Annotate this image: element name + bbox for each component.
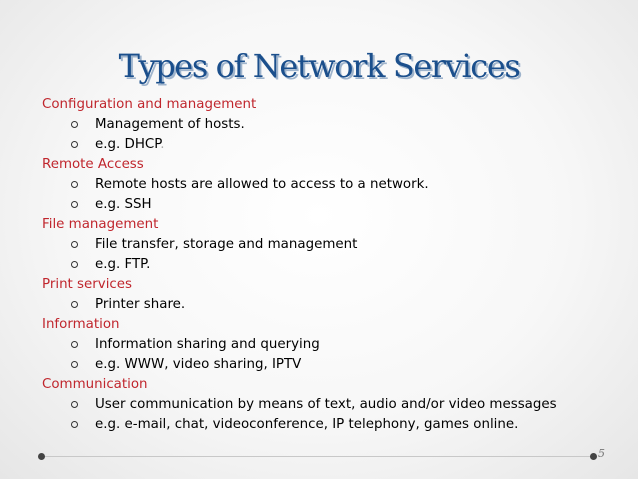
circle-bullet-icon (71, 361, 78, 368)
circle-bullet-icon (71, 401, 78, 408)
list-item-text: e.g. SSH (95, 197, 152, 212)
slide-title: Types of Network Services (118, 47, 520, 85)
section-file-management (42, 215, 612, 275)
list-item (42, 355, 612, 375)
section-heading: Remote Access (42, 157, 144, 172)
section-remote-access (42, 155, 612, 215)
section-communication (42, 375, 612, 435)
list-item-text: e.g. DHCP (95, 137, 161, 152)
list-item (42, 335, 612, 355)
list-item-text: e.g. e-mail, chat, videoconference, IP telephony, games online. (95, 417, 519, 432)
list-item-text: e.g. WWW, video sharing, IPTV (95, 357, 302, 372)
list-item (42, 135, 612, 155)
circle-bullet-icon (71, 341, 78, 348)
list-item-text: Information sharing and querying (95, 337, 320, 352)
section-heading: Configuration and management (42, 97, 257, 112)
circle-bullet-icon (71, 421, 78, 428)
footer-divider (42, 456, 597, 457)
circle-bullet-icon (71, 141, 78, 148)
section-print-services (42, 275, 612, 315)
list-item (42, 115, 612, 135)
section-heading: Communication (42, 377, 148, 392)
list-item (42, 175, 612, 195)
footer-right-dot-icon (590, 453, 597, 460)
list-item-text: File transfer, storage and management (95, 237, 358, 252)
circle-bullet-icon (71, 301, 78, 308)
section-configuration (42, 95, 612, 155)
list-item-trailing: . (160, 137, 165, 152)
list-item (42, 395, 612, 415)
list-item (42, 415, 612, 435)
list-item (42, 195, 612, 215)
list-item-text: Remote hosts are allowed to access to a network. (95, 177, 429, 192)
content-area (42, 95, 612, 435)
page-number: 5 (598, 447, 605, 460)
circle-bullet-icon (71, 201, 78, 208)
circle-bullet-icon (71, 121, 78, 128)
list-item-text: Management of hosts. (95, 117, 245, 132)
list-item-text: Printer share. (95, 297, 186, 312)
list-item (42, 255, 612, 275)
footer-left-dot-icon (38, 453, 45, 460)
circle-bullet-icon (71, 261, 78, 268)
circle-bullet-icon (71, 181, 78, 188)
section-heading: Information (42, 317, 120, 332)
section-information (42, 315, 612, 375)
list-item (42, 235, 612, 255)
list-item (42, 295, 612, 315)
circle-bullet-icon (71, 241, 78, 248)
list-item-text: User communication by means of text, audio and/or video messages (95, 397, 557, 412)
list-item-text: e.g. FTP. (95, 257, 151, 272)
section-heading: Print services (42, 277, 133, 292)
section-heading: File management (42, 217, 159, 232)
